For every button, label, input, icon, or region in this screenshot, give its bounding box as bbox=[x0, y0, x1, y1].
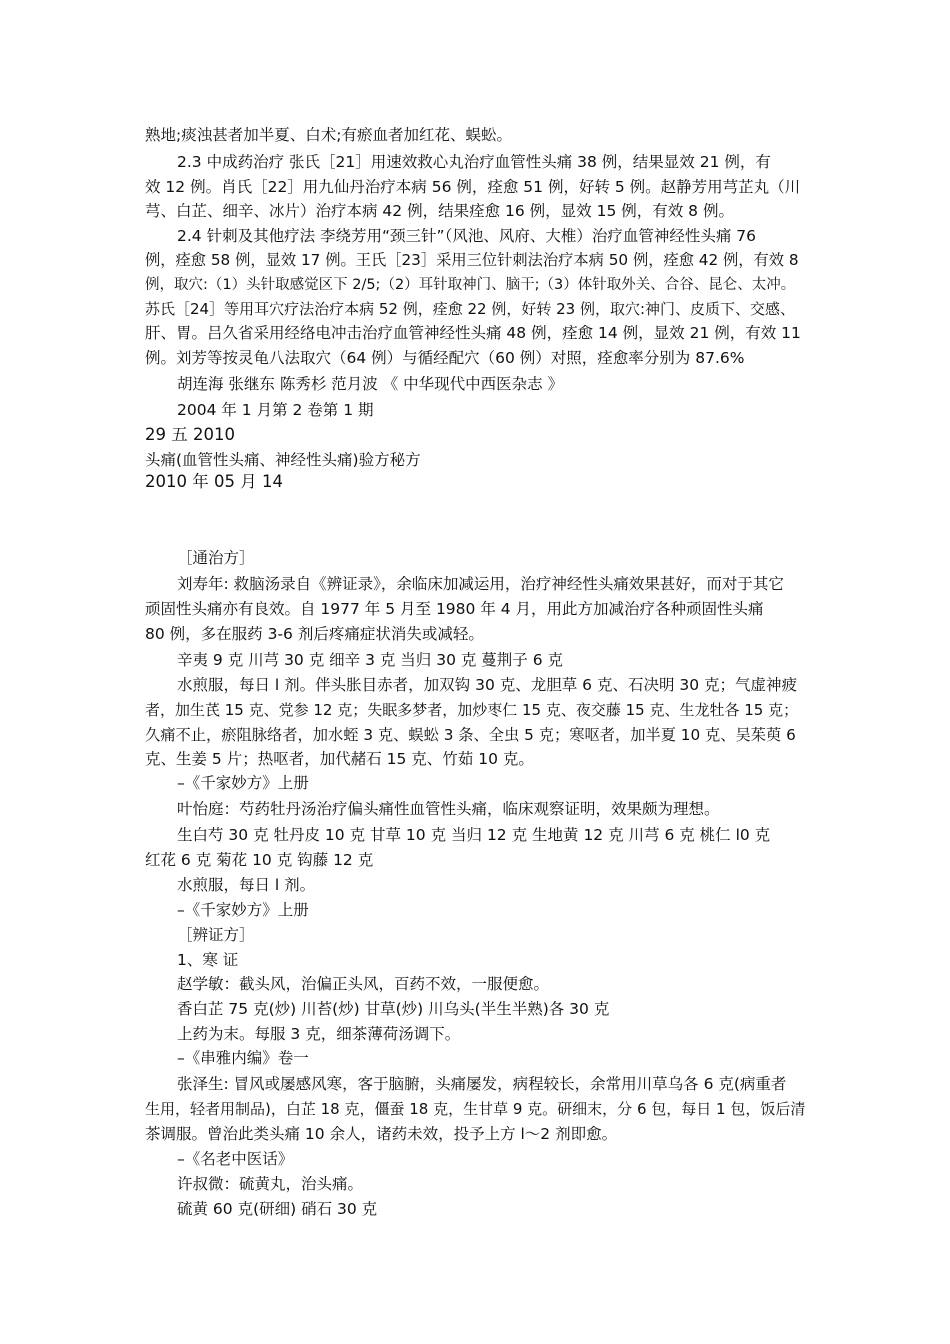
paragraph-line: 2.3 中成药治疗 张氏［21］用速效救心丸治疗血管性头痛 38 例，结果显效 21 例，有 bbox=[177, 153, 771, 171]
citation-authors: 胡连海 张继东 陈秀杉 范月波 《 中华现代中西医杂志 》 bbox=[177, 375, 564, 393]
formula-line: 香白芷 75 克(炒) 川苔(炒) 甘草(炒) 川乌头(半生半熟)各 30 克 bbox=[177, 1000, 610, 1018]
paragraph-line: 水煎服，每日 l 剂。 bbox=[177, 876, 316, 894]
paragraph-line: 2.4 针刺及其他疗法 李绕芳用“颈三针”（风池、风府、大椎）治疗血管神经性头痛 76 bbox=[177, 227, 756, 245]
paragraph-line: 茶调服。曾治此类头痛 10 余人，诸药未效，投予上方 l～2 剂即愈。 bbox=[145, 1125, 618, 1143]
paragraph-line: 例，痊愈 58 例，显效 17 例。王氏［23］采用三位针刺法治疗本病 50 例，痊愈 42 例，有效 8 bbox=[145, 251, 799, 269]
source-citation: –《名老中医话》 bbox=[177, 1150, 294, 1168]
paragraph-line: 克、生姜 5 片；热呕者，加代赭石 15 克、竹茹 10 克。 bbox=[145, 750, 534, 768]
paragraph-line: 熟地;痰浊甚者加半夏、白术;有瘀血者加红花、蜈蚣。 bbox=[145, 126, 512, 144]
post-date-code: 29 五 2010 bbox=[145, 425, 235, 444]
paragraph-line: 赵学敏：截头风，治偏正头风，百药不效，一服便愈。 bbox=[177, 975, 550, 993]
paragraph-line: 80 例，多在服药 3-6 剂后疼痛症状消失或减轻。 bbox=[145, 625, 484, 643]
paragraph-line: 水煎服，每日 l 剂。伴头胀目赤者，加双钩 30 克、龙胆草 6 克、石决明 30 克；气虚神疲 bbox=[177, 676, 798, 694]
formula-line: 生白芍 30 克 牡丹皮 10 克 甘草 10 克 当归 12 克 生地黄 12 克 川芎 6 克 桃仁 l0 克 bbox=[177, 826, 771, 844]
paragraph-line: 顽固性头痛亦有良效。自 1977 年 5 月至 1980 年 4 月，用此方加减治疗各种顽固性头痛 bbox=[145, 600, 764, 618]
paragraph-line: 许叔微：硫黄丸，治头痛。 bbox=[177, 1175, 364, 1193]
paragraph-line: 生用，轻者用制品)，白芷 18 克，僵蚕 18 克，生甘草 9 克。研细末，分 6 包，每日 1 包，饭后清 bbox=[145, 1100, 806, 1118]
formula-line: 红花 6 克 菊花 10 克 钩藤 12 克 bbox=[145, 851, 374, 869]
source-citation: –《千家妙方》上册 bbox=[177, 901, 309, 919]
paragraph-line: 例。刘芳等按灵龟八法取穴（64 例）与循经配穴（60 例）对照，痊愈率分别为 87.6% bbox=[145, 349, 745, 367]
formula-line: 硫黄 60 克(研细) 硝石 30 克 bbox=[177, 1200, 378, 1218]
citation-issue: 2004 年 1 月第 2 卷第 1 期 bbox=[177, 401, 374, 419]
paragraph-line: 例，取穴:（1）头针取感觉区下 2/5;（2）耳针取神门、脑干;（3）体针取外关、合谷、昆仑、太冲。 bbox=[145, 277, 796, 293]
paragraph-line: 肝、胃。吕久省采用经络电冲击治疗血管神经性头痛 48 例，痊愈 14 例，显效 21 例，有效 11 bbox=[145, 324, 801, 342]
post-title: 头痛(血管性头痛、神经性头痛)验方秘方 bbox=[145, 451, 421, 469]
paragraph-line: 上药为末。每服 3 克，细茶薄荷汤调下。 bbox=[177, 1025, 461, 1043]
paragraph-line: 张泽生: 冒风或屡感风寒，客于脑腑，头痛屡发，病程较长，余常用川草乌各 6 克(病重者 bbox=[177, 1075, 787, 1093]
paragraph-line: 芎、白芷、细辛、冰片）治疗本病 42 例，结果痊愈 16 例，显效 15 例，有效 8 例。 bbox=[145, 202, 734, 220]
section-heading: ［辨证方］ bbox=[177, 926, 255, 944]
formula-line: 辛夷 9 克 川芎 30 克 细辛 3 克 当归 30 克 蔓荆子 6 克 bbox=[177, 651, 564, 669]
post-date: 2010 年 05 月 14 bbox=[145, 472, 283, 491]
paragraph-line: 苏氏［24］等用耳穴疗法治疗本病 52 例，痊愈 22 例，好转 23 例，取穴:神门、皮质下、交感、 bbox=[145, 300, 796, 318]
paragraph-line: 叶怡庭：芍药牡丹汤治疗偏头痛性血管性头痛，临床观察证明，效果颇为理想。 bbox=[177, 800, 720, 818]
paragraph-line: 刘寿年: 救脑汤录自《辨证录》，余临床加减运用，治疗神经性头痛效果甚好，而对于其它 bbox=[177, 575, 784, 593]
source-citation: –《千家妙方》上册 bbox=[177, 774, 309, 792]
section-heading: ［通治方］ bbox=[177, 549, 255, 567]
paragraph-line: 者，加生芪 15 克、党参 12 克；失眠多梦者，加炒枣仁 15 克、夜交藤 15 克、生龙牡各 15 克； bbox=[145, 701, 799, 719]
paragraph-line: 效 12 例。肖氏［22］用九仙丹治疗本病 56 例，痊愈 51 例，好转 5 例。赵静芳用芎芷丸（川 bbox=[145, 178, 801, 196]
subsection-heading: 1、寒 证 bbox=[177, 951, 239, 969]
source-citation: –《串雅内编》卷一 bbox=[177, 1049, 309, 1067]
paragraph-line: 久痛不止，瘀阻脉络者，加水蛭 3 克、蜈蚣 3 条、全虫 5 克；寒呕者，加半夏 10 克、吴茱萸 6 bbox=[145, 726, 796, 744]
